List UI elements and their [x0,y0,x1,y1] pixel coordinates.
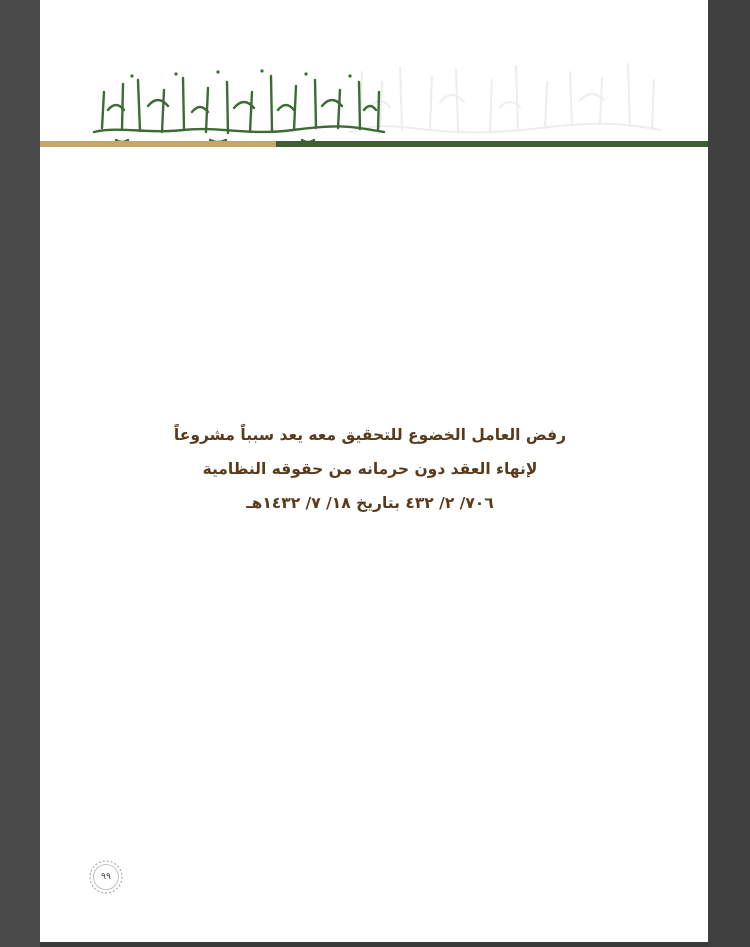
page-number: ٩٩ [101,872,111,882]
header-rule-gold [40,141,276,147]
ruling-title [150,418,590,520]
ruling-title-line-3: ٧٠٦/ ٢/ ٤٣٢ بتاريخ ١٨/ ٧/ ١٤٣٢هـ [246,494,494,512]
viewer-background-strip [708,0,750,947]
ruling-title-line-2: لإنهاء العقد دون حرمانه من حقوقه النظامية [202,460,538,478]
page-bottom-edge [40,942,708,947]
header-calligraphy-logo [88,62,388,142]
document-page [40,0,708,942]
header-rule-green [276,141,708,147]
header-watermark [340,52,670,142]
ruling-title-line-1: رفض العامل الخضوع للتحقيق معه يعد سبباً مشروعاً [173,426,567,444]
